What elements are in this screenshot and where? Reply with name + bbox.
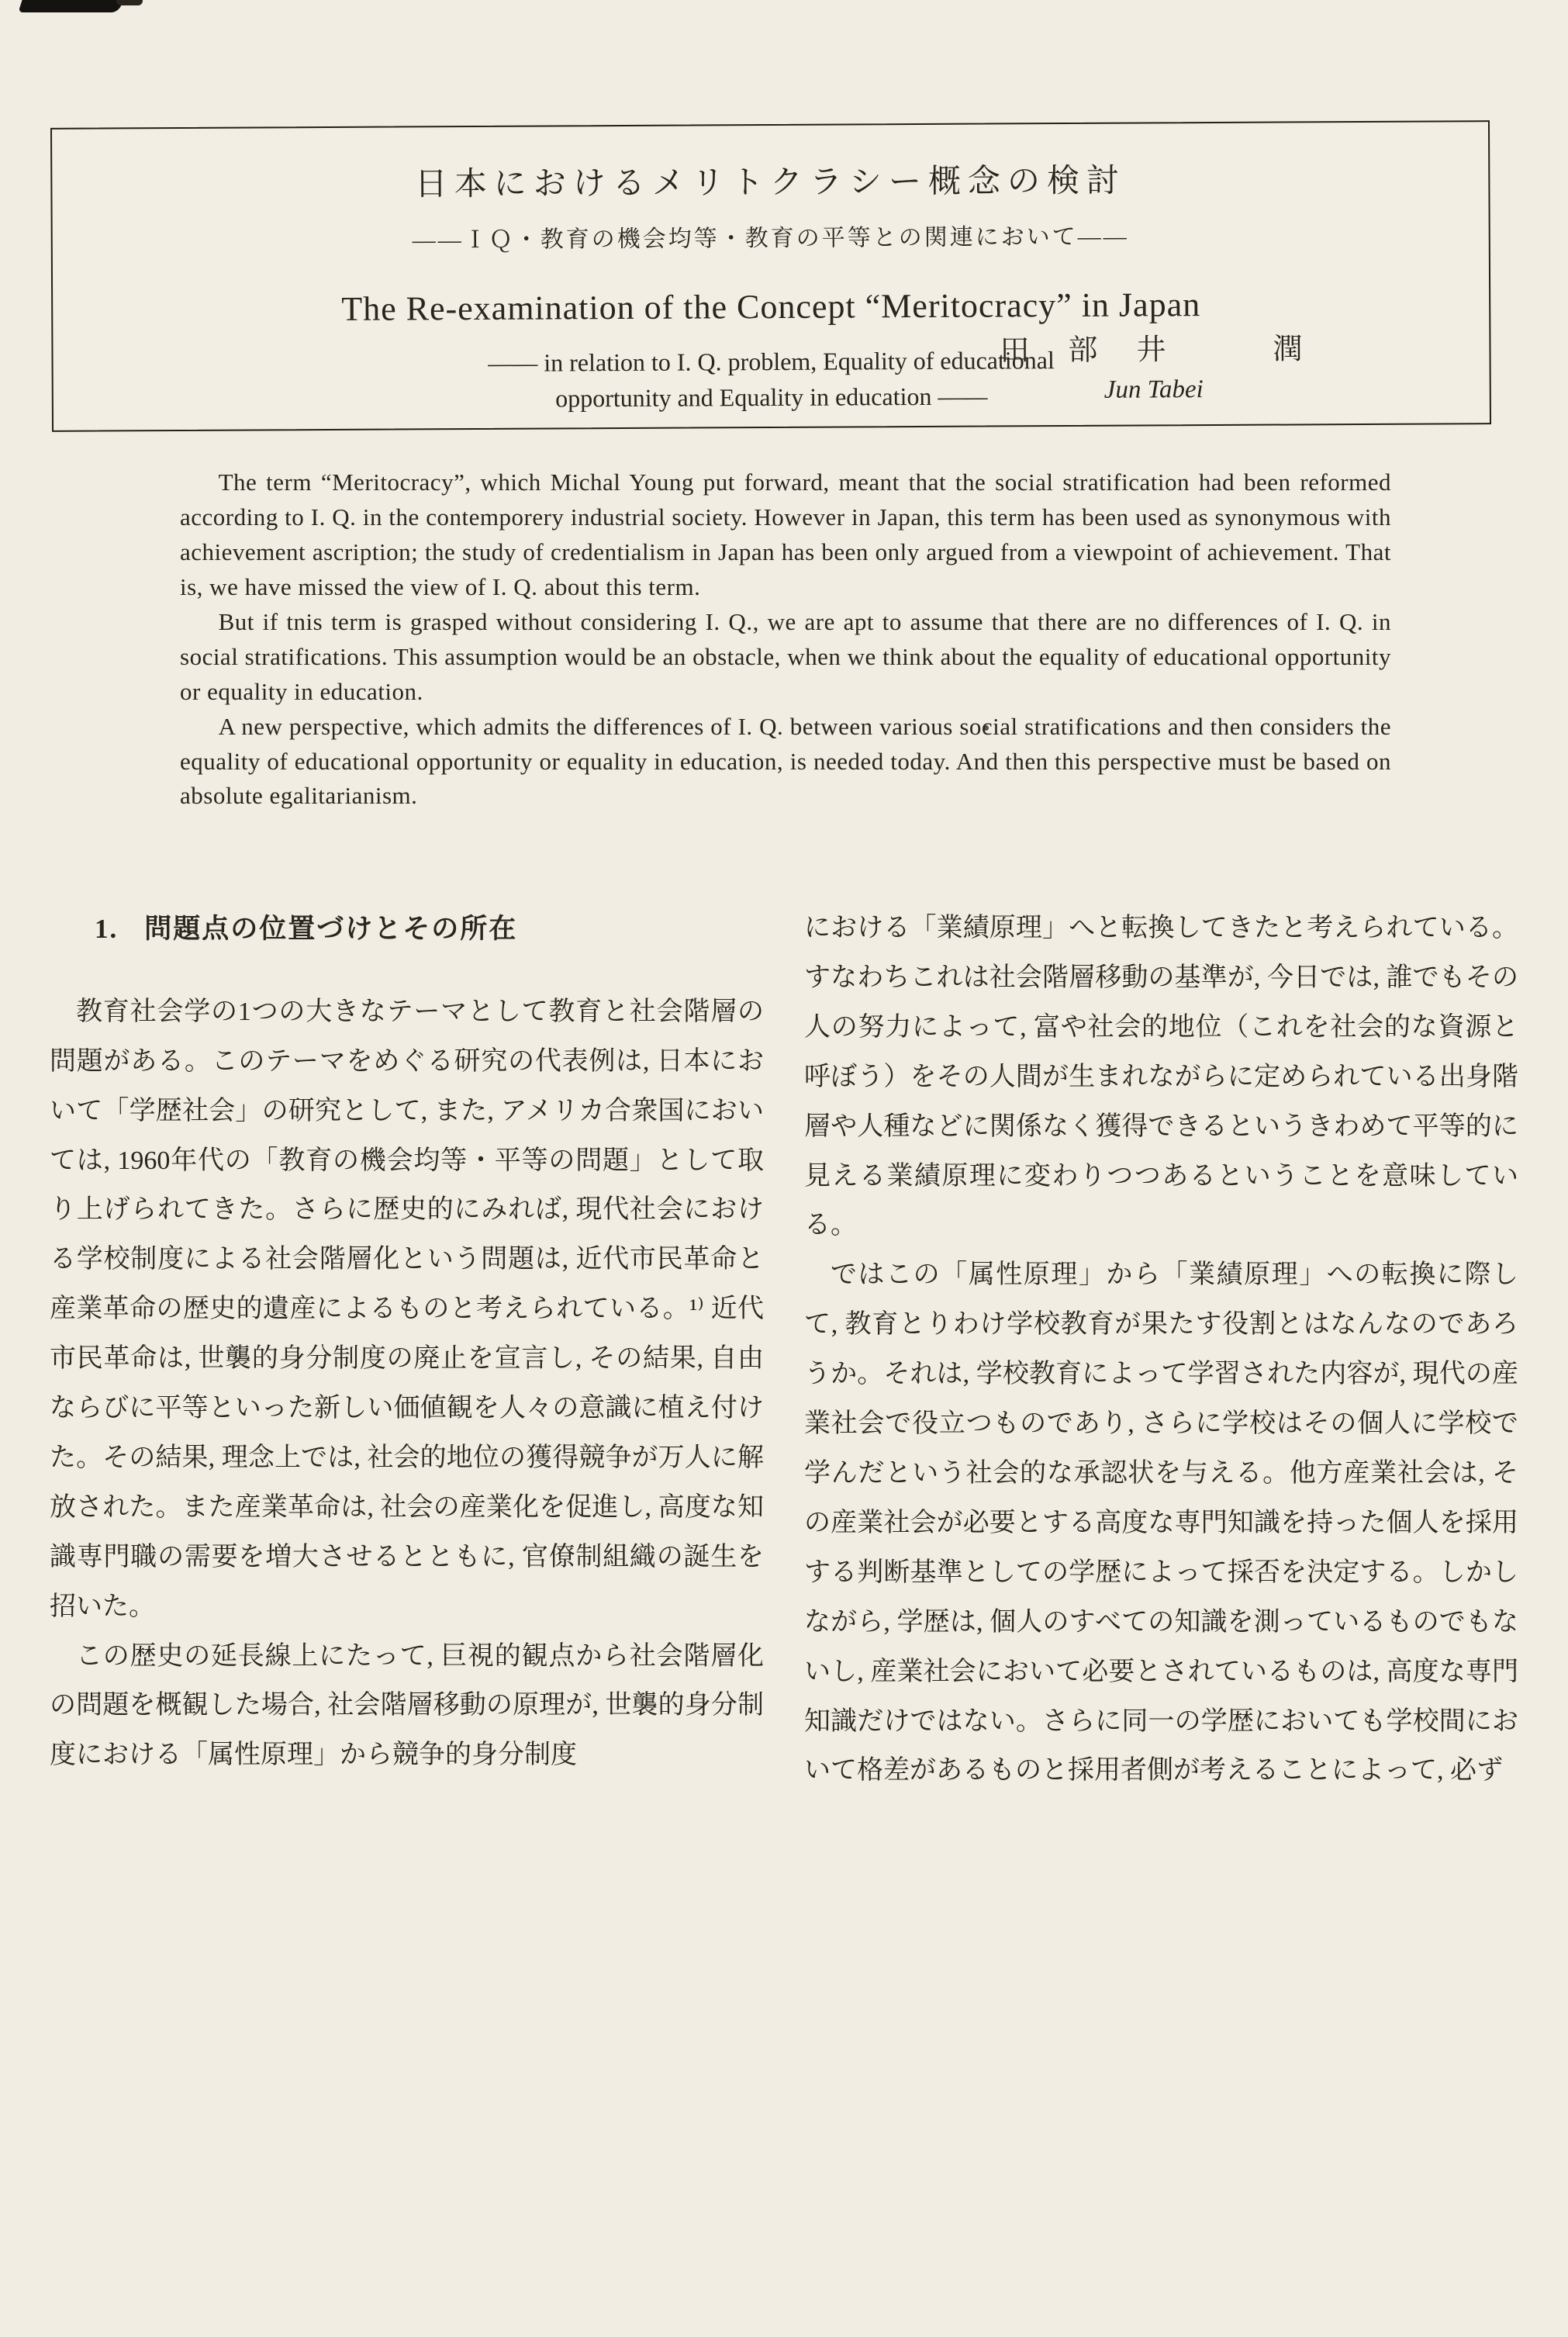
- title-japanese: 日本におけるメリトクラシー概念の検討: [414, 163, 1127, 203]
- scan-artifact: [116, 0, 143, 5]
- right-column: [804, 904, 1518, 1796]
- section-heading: [95, 904, 764, 955]
- abstract-paragraph-1: The term “Meritocracy”, which Michal Young put forward, meant that the social stratification had been reformed according to I. Q. in the contemporery industrial society. However in Japan, this term has been used as synonymous with achievement ascription; the study of credentialism in Japan has been only argued from a viewpoint of achievement. That is, we have missed the view of I. Q. about this term.: [180, 468, 1391, 600]
- title-box: [50, 120, 1491, 432]
- abstract-paragraph-3: A new perspective, which admits the differences of I. Q. between various social stratifications and then considers the equality of educational opportunity or equality in education, is needed today. And then this perspective must be based on absolute egalitarianism.: [180, 712, 1391, 810]
- subtitle-japanese: ――ＩＱ・教育の機会均等・教育の平等との関連において――: [412, 223, 1129, 254]
- left-column: [50, 904, 764, 1796]
- title-english: The Re-examination of the Concept “Meritocracy” in Japan: [341, 285, 1201, 328]
- author-name-romanized: Jun Tabei: [1103, 375, 1204, 404]
- section-number: 1.: [95, 914, 119, 944]
- scan-artifact: [18, 0, 123, 12]
- body-paragraph: この歴史の延長線上にたって, 巨視的観点から社会階層化の問題を概観した場合, 社会階層移動の原理が, 世襲的身分制度における「属性原理」から競争的身分制度: [50, 1641, 764, 1770]
- abstract-paragraph-2: But if tnis term is grasped without considering I. Q., we are apt to assume that there are no differences of I. Q. in social stratifications. This assumption would be an obstacle, when we think about the equality of educational opportunity or equality in education.: [180, 607, 1391, 705]
- body-paragraph: ではこの「属性原理」から「業績原理」への転換に際して, 教育とりわけ学校教育が果たす役割とはなんなのであろうか。それは, 学校教育によって学習された内容が, 現代の産業社会で役立つものであり, さらに学校はその個人に学校で学んだという社会的な承認状を与える。他方産業社会は, その産業社会が必要とする高度な専門知識を持った個人を採用する判断基準としての学歴によって採否を決定する。しかしながら, 学歴は, 個人のすべての知識を測っているものでもないし, 産業社会において必要とされているものは, 高度な専門知識だけではない。さらに同一の学歴においても学校間において格差があるものと採用者側が考えることによって, 必ず: [804, 1260, 1518, 1786]
- body-columns: [50, 904, 1518, 1796]
- subtitle-english-line-1: ―― in relation to I. Q. problem, Equality of educational: [488, 346, 1055, 377]
- subtitle-english-line-2: opportunity and Equality in education ――: [555, 382, 988, 413]
- body-paragraph: における「業績原理」へと転換してきたと考えられている。すなわちこれは社会階層移動の基準が, 今日では, 誰でもその人の努力によって, 富や社会的地位（これを社会的な資源と呼ぼう）をその人間が生まれながらに定められている出身階層や人種などに関係なく獲得できるというきわめて平等的に見える業績原理に変わりつつあるということを意味している。: [804, 914, 1518, 1240]
- author-block: [1000, 324, 1307, 405]
- author-name-japanese: 田 部 井 潤: [1000, 333, 1307, 368]
- abstract: [180, 465, 1391, 814]
- body-paragraph: 教育社会学の1つの大きなテーマとして教育と社会階層の問題がある。このテーマをめぐる研究の代表例は, 日本において「学歴社会」の研究として, また, アメリカ合衆国においては, 1960年代の「教育の機会均等・平等の問題」として取り上げられてきた。さらに歴史的にみれば, 現代社会における学校制度による社会階層化という問題は, 近代市民革命と産業革命の歴史的遺産によるものと考えられている。¹⁾ 近代市民革命は, 世襲的身分制度の廃止を宣言し, その結果, 自由ならびに平等といった新しい価値観を人々の意識に植え付けた。その結果, 理念上では, 社会的地位の獲得競争が万人に解放された。また産業革命は, 社会の産業化を促進し, 高度な知識専門職の需要を増大させるとともに, 官僚制組織の誕生を招いた。: [50, 997, 764, 1621]
- section-title: 問題点の位置づけとその所在: [144, 914, 518, 944]
